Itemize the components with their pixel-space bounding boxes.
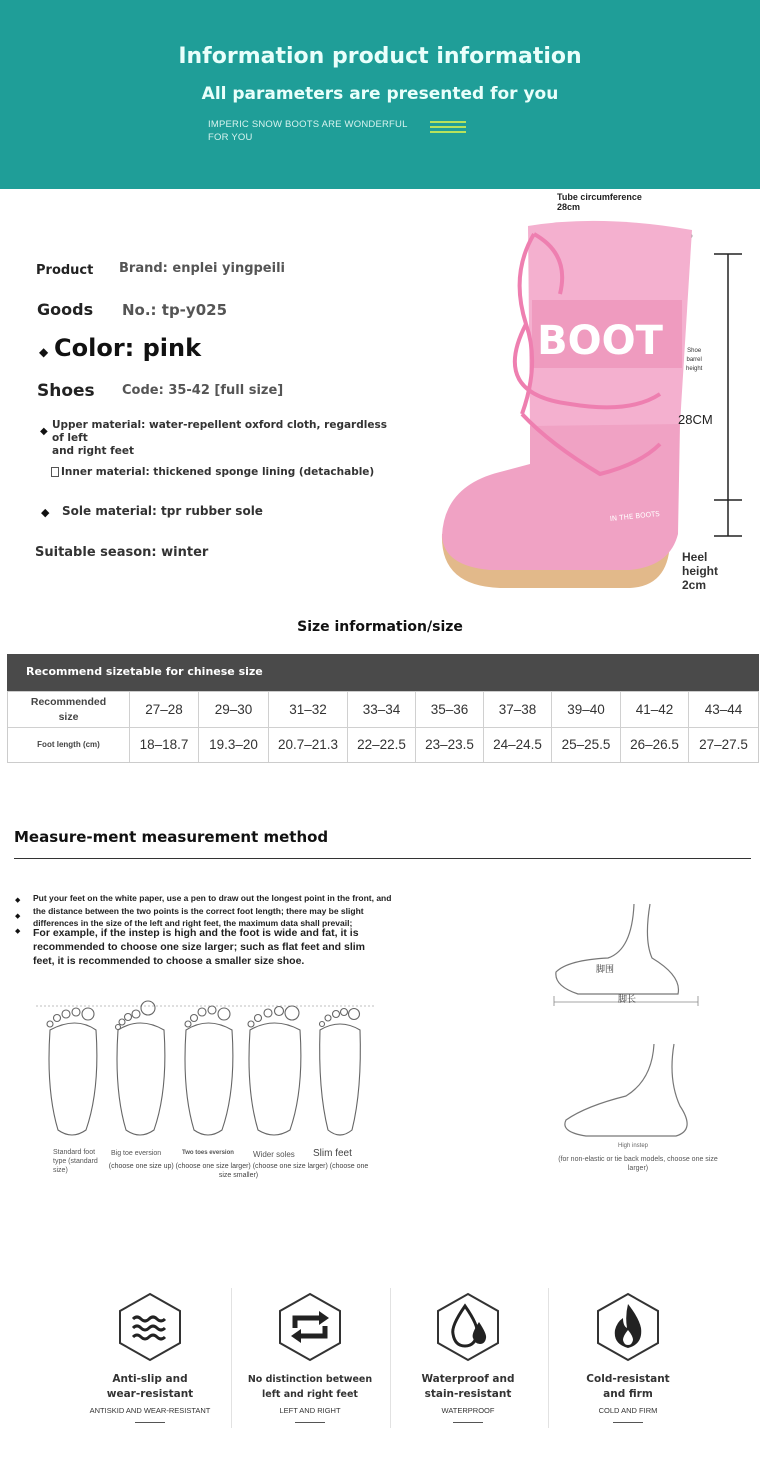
table-cell: 39–40 [551,692,620,727]
table-cell: 18–18.7 [129,727,198,762]
water-drop-icon [435,1292,501,1362]
table-cell: 19.3–20 [198,727,268,762]
feature-left-right: No distinction between left and right feet LEFT AND RIGHT [235,1292,385,1423]
table-cell: 25–25.5 [551,727,620,762]
flame-icon [595,1292,661,1362]
header-title: Information product information [178,44,582,69]
diamond-bullet-icon: ◆ [39,345,49,359]
header-tagline: IMPERIC SNOW BOOTS ARE WONDERFUL FOR YOU [208,119,408,143]
table-cell: 23–23.5 [415,727,483,762]
foot-length-label: 脚长 [618,994,637,1004]
table-cell: 26–26.5 [620,727,688,762]
divider [548,1288,549,1428]
table-header-cell: Foot length (cm) [37,740,100,749]
label-goods: Goods [37,300,94,319]
measure-advice: For example, if the instep is high and the foot is wide and fat, it is recommended to choose one size larger; such as flat feet and slim feet, it is recommended to choose a smaller size shoe. [33,927,366,967]
tube-circumference-label: Tube circumference 28cm [557,192,642,212]
high-instep-note: (for non-elastic or tie back models, choose one size larger) [558,1156,718,1172]
measure-instructions: Put your feet on the white paper, use a pen to draw out the longest point in the front, and the distance between the two points is the correct foot length; there may be slight differences in the size of the left and right feet, the maximum data shall prevail; [33,893,392,928]
foot-type-notes: (choose one size up) (choose one size larger) (choose one size larger) (choose one size smaller) [108,1163,369,1179]
table-row [8,692,758,728]
table-cell: 27–27.5 [688,727,758,762]
foot-type-label: Standard foot type (standard size) [53,1149,98,1174]
barrel-height-label: Shoe barrel height [686,348,703,372]
upper-material: Upper material: water-repellent oxford cloth, regardless of left and right feet [52,419,387,457]
size-code: Code: 35-42 [full size] [122,383,284,398]
table-cell: 43–44 [688,692,758,727]
foot-type-label: Two toes eversion [182,1150,234,1156]
feature-cold-resistant: Cold-resistant and firm COLD AND FIRM [553,1292,703,1423]
table-cell: 29–30 [198,692,268,727]
size-table [7,691,759,763]
pink-boot-image [430,214,760,604]
brand-text: Brand: enplei yingpeili [119,261,285,276]
sole-material: Sole material: tpr rubber sole [62,504,263,518]
season-text: Suitable season: winter [35,545,209,560]
divider [231,1288,232,1428]
size-table-caption: Recommend sizetable for chinese size [26,665,263,678]
table-cell: 22–22.5 [347,727,415,762]
swap-arrows-icon [277,1292,343,1362]
table-cell: 41–42 [620,692,688,727]
table-cell: 33–34 [347,692,415,727]
diamond-bullet-icon: ◆ [40,426,48,437]
foot-width-label: 脚围 [596,964,615,974]
foot-type-label: Wider soles [253,1150,295,1159]
table-cell: 35–36 [415,692,483,727]
label-product: Product [36,263,94,278]
checkbox-icon [51,467,59,477]
table-row [8,727,758,762]
label-shoes: Shoes [37,381,95,401]
waves-icon [117,1292,183,1362]
inner-material: Inner material: thickened sponge lining (detachable) [61,466,375,478]
divider [14,858,751,859]
boot-logo-text: BOOT [537,318,663,364]
diamond-bullet-icon: ◆ ◆ ◆ [15,897,21,935]
color-text: Color: pink [54,334,202,362]
foot-type-label: Slim feet [313,1148,352,1159]
table-cell: 24–24.5 [483,727,551,762]
boot-brand-strip: IN THE BOOTS [609,509,661,524]
header-subtitle: All parameters are presented for you [201,84,559,104]
table-cell: 20.7–21.3 [268,727,347,762]
foot-type-label: Big toe eversion [111,1150,162,1157]
measurement-title: Measure-ment measurement method [14,828,329,846]
menu-lines-icon [430,121,466,136]
table-cell: 27–28 [129,692,198,727]
table-header-cell: Recommended size [30,695,107,723]
size-section-title: Size information/size [297,619,463,635]
height-value: 28CM [678,412,713,427]
heel-height-label: Heel height 2cm [682,550,718,592]
foot-types-diagram [36,1000,376,1145]
high-instep-diagram [556,1040,706,1140]
item-number: No.: tp-y025 [122,301,227,319]
table-cell: 31–32 [268,692,347,727]
high-instep-label: High instep [618,1143,649,1149]
diamond-bullet-icon: ◆ [41,507,50,519]
divider [390,1288,391,1428]
feature-anti-slip: Anti-slip and wear-resistant ANTISKID AND WEAR-RESISTANT [75,1292,225,1423]
feature-waterproof: Waterproof and stain-resistant WATERPROOF [393,1292,543,1423]
table-cell: 37–38 [483,692,551,727]
